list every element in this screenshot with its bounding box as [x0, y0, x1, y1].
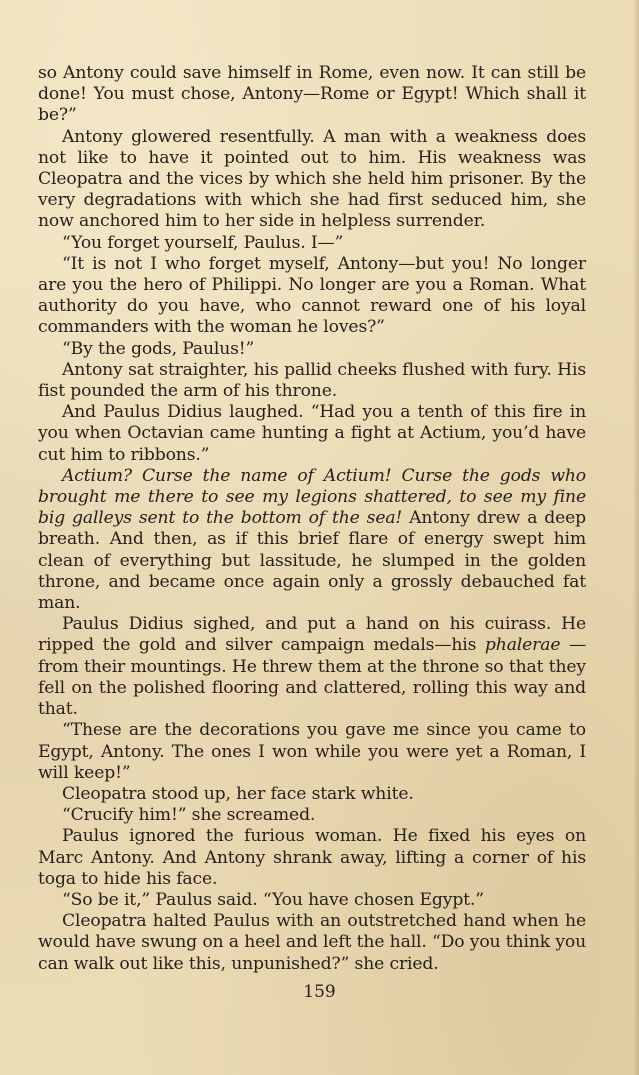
paragraph-8 — [38, 466, 586, 614]
paragraph-10: “These are the decorations you gave me since you came to Egypt, Antony. The ones I won while you were yet a Roman, I will keep!” — [38, 720, 586, 783]
paragraph-13: Paulus ignored the furious woman. He fixed his eyes on Marc Antony. And Antony shrank away, lifting a corner of his toga to hide his face. — [38, 826, 586, 889]
italic-phalerae: phalerae — [484, 635, 561, 656]
paragraph-9-after: —from their mountings. He threw them at the throne so that they fell on the polished flooring and clattered, rolling this way and that. — [38, 635, 586, 720]
paragraph-14: “So be it,” Paulus said. “You have chosen Egypt.” — [62, 889, 484, 910]
paragraph-2: Antony glowered resentfully. A man with a weakness does not like to have it pointed out to him. His weakness was Cleopatra and the vices by which she held him prisoner. By the very degradations with which she had first seduced him, she now anchored him to her side in helpless surrender. — [38, 126, 586, 232]
paragraph-15: Cleopatra halted Paulus with an outstretched hand when he would have swung on a heel and left the hall. “Do you think you can walk out like this, unpunished?” she cried. — [38, 911, 586, 974]
paragraph-6: Antony sat straighter, his pallid cheeks flushed with fury. His fist pounded the arm of his throne. — [38, 359, 586, 402]
body-text — [38, 63, 586, 975]
page-number: 159 — [303, 982, 336, 1002]
paragraph-11: Cleopatra stood up, her face stark white. — [62, 783, 414, 804]
italic-thought: Actium? Curse the name of Actium! Curse the gods who brought me there to see my legions shattered, to see my fine big galleys sent to the bottom of the sea! — [38, 465, 586, 529]
paragraph-12: “Crucify him!” she screamed. — [62, 805, 316, 826]
paragraph-8-rest: Antony drew a deep breath. And then, as if this brief flare of energy swept him clean of everything but lassitude, he slumped in the golden throne, and became once again only a grossly debauched fat man. — [38, 508, 586, 614]
paragraph-4: “It is not I who forget myself, Antony—but you! No longer are you the hero of Philippi. No longer are you a Roman. What authority do you have, who cannot reward one of his loyal commanders with the woman he loves?” — [38, 253, 586, 338]
paragraph-3: “You forget yourself, Paulus. I—” — [62, 232, 344, 253]
paragraph-1: so Antony could save himself in Rome, even now. It can still be done! You must chose, Antony—Rome or Egypt! Which shall it be?” — [38, 63, 586, 126]
paragraph-7: And Paulus Didius laughed. “Had you a tenth of this fire in you when Octavian came hunting a fight at Actium, you’d have cut him to ribbons.” — [38, 402, 586, 465]
paragraph-9-before: Paulus Didius sighed, and put a hand on his cuirass. He ripped the gold and silver campaign medals—his — [38, 614, 586, 656]
page-edge-shadow — [633, 0, 639, 1075]
paragraph-9 — [38, 614, 586, 720]
paragraph-5: “By the gods, Paulus!” — [62, 338, 255, 359]
